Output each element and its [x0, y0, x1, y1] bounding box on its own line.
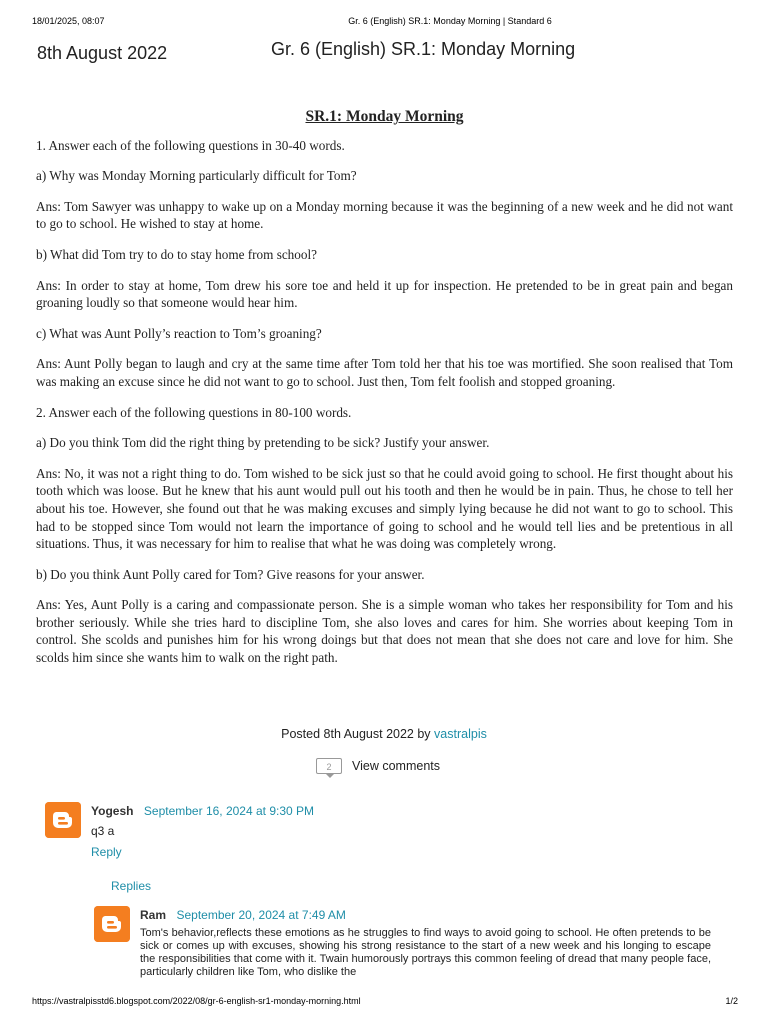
paragraph: Ans: No, it was not a right thing to do. Tom wished to be sick just so that he could avoid going to school. He first thought about his tooth which was loose. But he knew that his aunt would pull out his tooth and then he would be in pain. Thus, he chose to tell her about his toe. However, she found out that he was making excuses and simply lying because he did not want to go to school. This had to be stopped since Tom would not learn the importance of going to school and he would tell lies and be pretentious in all situations. Thus, it was necessary for him to realise that what he was doing was completely wrong. — [36, 465, 733, 552]
comment-header — [91, 802, 314, 820]
comment-text: q3 a — [91, 824, 115, 838]
post-heading: SR.1: Monday Morning — [305, 108, 464, 125]
paragraph: Ans: In order to stay at home, Tom drew his sore toe and held it up for inspection. He pretended to be in great pain and began groaning loudly so that someone would hear him. — [36, 277, 733, 311]
reply-header — [140, 906, 346, 924]
print-page-number: 1/2 — [725, 996, 738, 1006]
print-footer — [32, 996, 738, 1006]
post-footer — [0, 727, 768, 741]
author-link[interactable]: vastralpis — [434, 727, 487, 741]
print-header — [32, 16, 738, 26]
paragraph: 2. Answer each of the following questions in 80-100 words. — [36, 404, 352, 420]
blogger-avatar-icon — [94, 906, 130, 942]
posted-date: Posted 8th August 2022 by — [281, 727, 431, 741]
paragraph: 1. Answer each of the following questions in 30-40 words. — [36, 137, 345, 153]
paragraph: b) Do you think Aunt Polly cared for Tom? Give reasons for your answer. — [36, 566, 425, 582]
view-comments-button[interactable] — [316, 758, 440, 774]
print-url: https://vastralpisstd6.blogspot.com/2022/08/gr-6-english-sr1-monday-morning.html — [32, 996, 361, 1006]
date-header: 8th August 2022 — [37, 43, 168, 63]
paragraph: Ans: Yes, Aunt Polly is a caring and compassionate person. She is a simple woman who takes her responsibility for Tom and his brother seriously. While she tries hard to discipline Tom, she also loves and cares for him. She worries about keeping Tom in control. She scolds and punishes him for his wrong doings but that does not mean that she does not care and love for him. She scolds him since she wants him to walk on the right path. — [36, 597, 733, 666]
paragraph: Ans: Aunt Polly began to laugh and cry at the same time after Tom told her that his toe was mortified. She soon realised that Tom was making an excuse since he did not want to go to school. Just then, Tom felt foolish and stopped groaning. — [36, 356, 733, 389]
reply-date-link[interactable]: September 20, 2024 at 7:49 AM — [176, 908, 346, 922]
reply-link[interactable]: Reply — [91, 845, 122, 859]
reply-text: Tom's behavior,reflects these emotions as he struggles to find ways to avoid going to school. He often pretends to be sick or comes up with excuses, showing his strong resistance to the start of a new week and his longing to escape the responsibilities that come with it. Twain humorously portrays this common feeling of dread that many people face, particularly children like Tom, who dislike the — [140, 927, 711, 978]
blogger-avatar-icon — [45, 802, 81, 838]
paragraph: Ans: Tom Sawyer was unhappy to wake up on a Monday morning because it was the beginning of a new week and he did not want to go to school. He wished to stay at home. — [36, 198, 733, 232]
view-comments-label: View comments — [352, 759, 440, 773]
replies-toggle[interactable]: Replies — [111, 879, 152, 893]
post-body — [36, 108, 733, 680]
paragraph: a) Why was Monday Morning particularly difficult for Tom? — [36, 168, 357, 184]
comment-count-icon: 2 — [316, 758, 342, 774]
comment-date-link[interactable]: September 16, 2024 at 9:30 PM — [143, 804, 315, 818]
post-title[interactable]: Gr. 6 (English) SR.1: Monday Morning — [271, 39, 576, 59]
paragraph: c) What was Aunt Polly’s reaction to Tom’s groaning? — [36, 325, 322, 341]
paragraph: b) What did Tom try to do to stay home from school? — [36, 246, 317, 262]
comment-author: Yogesh — [91, 804, 134, 818]
print-page-title: Gr. 6 (English) SR.1: Monday Morning | Standard 6 — [348, 16, 552, 26]
reply-author: Ram — [140, 908, 167, 922]
paragraph: a) Do you think Tom did the right thing by pretending to be sick? Justify your answer. — [36, 435, 490, 451]
print-timestamp: 18/01/2025, 08:07 — [32, 16, 105, 26]
